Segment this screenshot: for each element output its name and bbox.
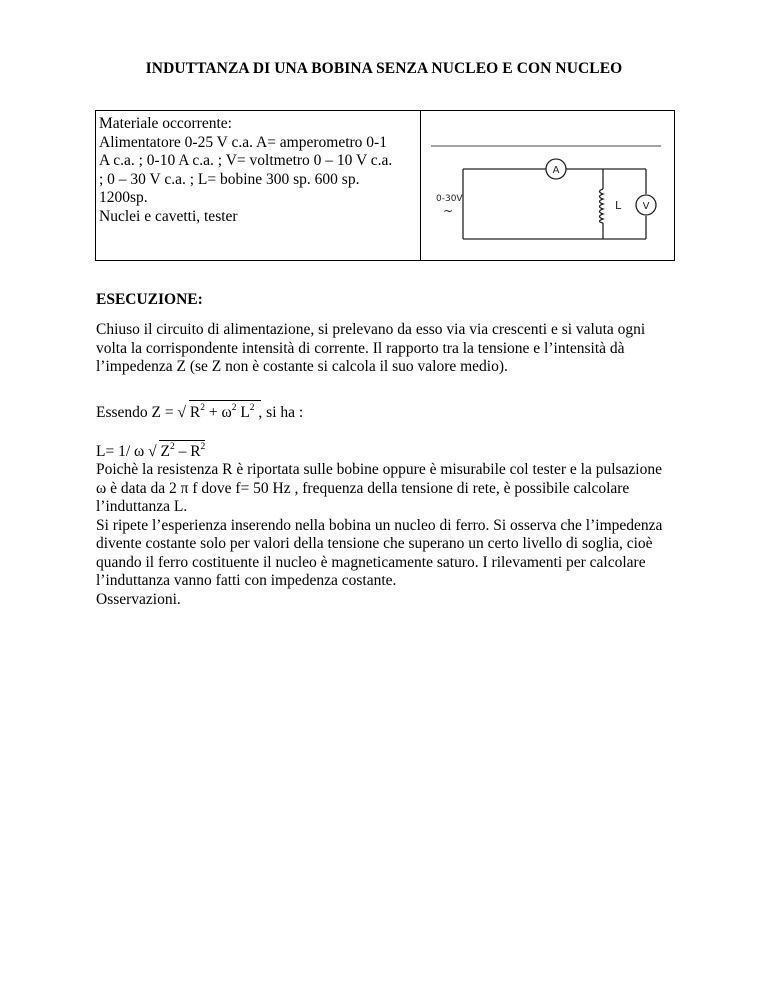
section-heading: ESECUZIONE: [96, 291, 203, 308]
materials-table [95, 110, 675, 261]
source-symbol: ~ [443, 204, 454, 218]
formula-1-radicand [190, 404, 255, 421]
materials-cell [96, 111, 421, 260]
formula-1-exp: 2 [231, 403, 237, 413]
paragraph-observations: Osservazioni. [96, 590, 181, 608]
inductor-label: L [615, 199, 622, 212]
source-label: 0-30V [436, 194, 463, 204]
materials-line: A c.a. ; 0-10 A c.a. ; V= voltmetro 0 – 10 V c.a. [99, 152, 393, 169]
formula-1-plus: + ω [204, 404, 232, 421]
formula-1-exp: 2 [249, 403, 255, 413]
formula-1-R: R [189, 404, 201, 421]
formula-2-exp: 2 [169, 442, 175, 452]
formula-1-prefix: Essendo Z = √ [96, 404, 190, 421]
ammeter-label: A [552, 165, 560, 176]
formula-1-exp: 2 [200, 403, 205, 413]
inductor-coil [600, 189, 604, 223]
formula-2-exp: 2 [200, 442, 206, 452]
body-paragraphs [96, 461, 676, 609]
formula-2 [96, 443, 676, 462]
formula-2-Z: Z [160, 443, 170, 460]
materials-heading: Materiale occorrente: [99, 115, 232, 132]
materials-line: Nuclei e cavetti, tester [99, 207, 238, 225]
materials-line: ; 0 – 30 V c.a. ; L= bobine 300 sp. 600 sp. [99, 170, 360, 188]
formula-1 [96, 404, 676, 423]
formula-2-minus: – R [174, 443, 201, 460]
formula-2-radicand [160, 443, 205, 460]
materials-line: 1200sp. [99, 189, 148, 206]
page-title: INDUTTANZA DI UNA BOBINA SENZA NUCLEO E CON NUCLEO [145, 60, 623, 77]
intro-paragraph [96, 321, 676, 377]
circuit-diagram [421, 111, 673, 260]
intro-text: Chiuso il circuito di alimentazione, si prelevano da esso via via crescenti e si valuta ogni volta la corrispondente intensità di corrente. Il rapporto tra la tensione e l’intensità dà l’impedenza Z (se Z non è costante si calcola il suo valore medio). [96, 321, 646, 375]
formula-1-L: L [236, 404, 250, 421]
formula-2-prefix: L= 1/ ω √ [96, 443, 161, 460]
paragraph-pulsation: Poichè la resistenza R è riportata sulle bobine oppure è misurabile col tester e la pulsazione ω è data da 2 π f dove f= 50 Hz , frequenza della tensione di rete, è possibile calcolare l’induttanza L. [96, 461, 662, 515]
materials-line: Alimentatore 0-25 V c.a. A= amperometro 0-1 [99, 133, 387, 151]
paragraph-iron-core: Si ripete l’esperienza inserendo nella bobina un nucleo di ferro. Si osserva che l’impedenza divente costante solo per valori della tensione che superano un certo livello di soglia, cioè quando il ferro costituente il nucleo è magneticamente saturo. I rilevamenti per calcolare l’induttanza vanno fatti con impedenza costante. [96, 516, 663, 589]
voltmeter-label: V [642, 201, 650, 212]
formula-1-suffix: , si ha : [254, 404, 304, 421]
diagram-cell [421, 111, 674, 260]
